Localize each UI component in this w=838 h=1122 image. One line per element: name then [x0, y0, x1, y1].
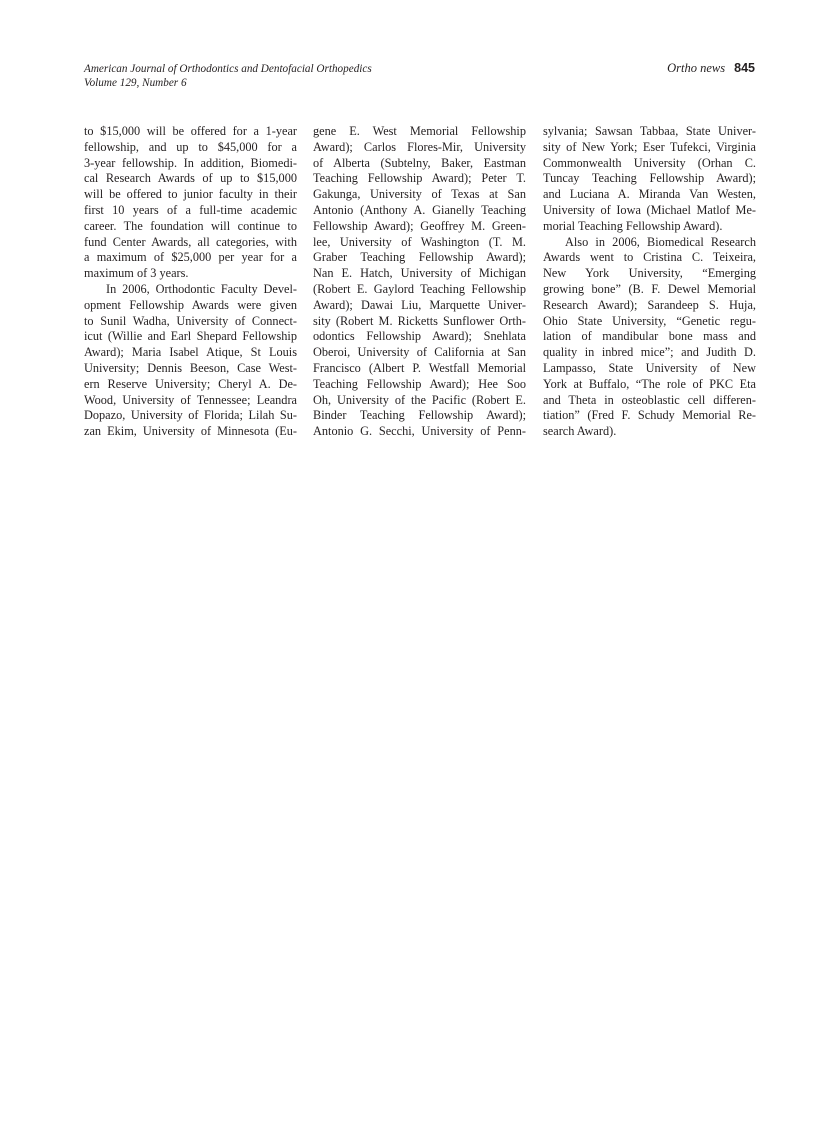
text-line: Nan E. Hatch, University of Michigan — [313, 266, 526, 281]
text-line: sylvania; Sawsan Tabbaa, State Univer- — [543, 124, 756, 138]
text-line: maximum of 3 years. — [84, 266, 189, 281]
text-line: Commonwealth University (Orhan C. — [543, 155, 756, 170]
text-line: zan Ekim, University of Minnesota (Eu- — [84, 424, 297, 439]
text-column-3 — [543, 124, 756, 440]
text-line: Antonio G. Secchi, University of Penn- — [313, 424, 526, 439]
text-line: York at Buffalo, “The role of PKC Eta — [543, 376, 756, 391]
text-line: morial Teaching Fellowship Award). — [543, 218, 723, 233]
text-line: Fellowship Award); Geoffrey M. Green- — [313, 218, 526, 233]
text-line: Teaching Fellowship Award); Peter T. — [313, 171, 526, 186]
text-line: Binder Teaching Fellowship Award); — [313, 408, 526, 423]
text-line: In 2006, Orthodontic Faculty Devel- — [106, 281, 297, 296]
running-head-left — [84, 62, 372, 90]
text-line: first 10 years of a full-time academic — [84, 202, 297, 217]
volume-issue: Volume 129, Number 6 — [84, 77, 187, 89]
running-head-right — [667, 61, 755, 76]
text-line: and Theta in osteoblastic cell differen- — [543, 392, 756, 407]
text-line: Awards went to Cristina C. Teixeira, — [543, 250, 756, 265]
text-column-1 — [84, 124, 297, 440]
text-line: a maximum of $25,000 per year for a — [84, 250, 297, 265]
text-line: Graber Teaching Fellowship Award); — [313, 250, 526, 265]
text-line: Wood, University of Tennessee; Leandra — [84, 392, 297, 407]
text-line: Dopazo, University of Florida; Lilah Su- — [84, 408, 297, 423]
text-line: growing bone” (B. F. Dewel Memorial — [543, 281, 756, 296]
text-line: University of Iowa (Michael Matlof Me- — [543, 202, 756, 217]
text-line: Award); Maria Isabel Atique, St Louis — [84, 345, 297, 360]
text-line: Award); Carlos Flores-Mir, University — [313, 139, 526, 154]
text-line: and Luciana A. Miranda Van Westen, — [543, 187, 756, 202]
text-line: sity (Robert M. Ricketts Sunflower Orth- — [313, 313, 526, 328]
text-line: lee, University of Washington (T. M. — [313, 234, 526, 249]
text-line: to $15,000 will be offered for a 1-year — [84, 124, 297, 138]
text-line: to Sunil Wadha, University of Connect- — [84, 313, 297, 328]
journal-title: American Journal of Orthodontics and Dentofacial Orthopedics — [84, 63, 372, 75]
text-line: Antonio (Anthony A. Gianelly Teaching — [313, 202, 526, 217]
text-line: fund Center Awards, all categories, with — [84, 234, 297, 249]
text-line: quality in inbred mice”; and Judith D. — [543, 345, 756, 360]
text-line: Award); Dawai Liu, Marquette Univer- — [313, 297, 526, 312]
text-line: career. The foundation will continue to — [84, 218, 297, 233]
text-line: Teaching Fellowship Award); Hee Soo — [313, 376, 526, 391]
text-line: ern Reserve University; Cheryl A. De- — [84, 376, 297, 391]
page-number: 845 — [734, 61, 755, 75]
text-line: New York University, “Emerging — [543, 266, 756, 281]
text-line: search Award). — [543, 424, 617, 439]
text-line: Ohio State University, “Genetic regu- — [543, 313, 756, 328]
text-line: sity of New York; Eser Tufekci, Virginia — [543, 139, 756, 154]
text-line: odontics Fellowship Award); Snehlata — [313, 329, 526, 344]
text-line: (Robert E. Gaylord Teaching Fellowship — [313, 281, 526, 296]
text-line: cal Research Awards of up to $15,000 — [84, 171, 297, 186]
text-line: University; Dennis Beeson, Case West- — [84, 360, 297, 375]
text-line: Francisco (Albert P. Westfall Memorial — [313, 360, 526, 375]
text-line: Also in 2006, Biomedical Research — [565, 234, 756, 249]
text-line: Gakunga, University of Texas at San — [313, 187, 526, 202]
text-line: lation of mandibular bone mass and — [543, 329, 756, 344]
section-name: Ortho news — [667, 61, 726, 75]
text-line: Oh, University of the Pacific (Robert E. — [313, 392, 526, 407]
text-line: gene E. West Memorial Fellowship — [313, 124, 526, 138]
text-line: icut (Willie and Earl Shepard Fellowship — [84, 329, 297, 344]
text-line: Lampasso, State University of New — [543, 360, 756, 375]
text-line: Oberoi, University of California at San — [313, 345, 526, 360]
text-line: opment Fellowship Awards were given — [84, 297, 297, 312]
text-line: Tuncay Teaching Fellowship Award); — [543, 171, 756, 186]
text-line: will be offered to junior faculty in their — [84, 187, 297, 202]
text-line: 3-year fellowship. In addition, Biomedi- — [84, 155, 297, 170]
text-line: Research Award); Sarandeep S. Huja, — [543, 297, 756, 312]
text-column-2 — [313, 124, 526, 440]
text-line: tiation” (Fred F. Schudy Memorial Re- — [543, 408, 756, 423]
text-line: of Alberta (Subtelny, Baker, Eastman — [313, 155, 526, 170]
text-line: fellowship, and up to $45,000 for a — [84, 139, 297, 154]
